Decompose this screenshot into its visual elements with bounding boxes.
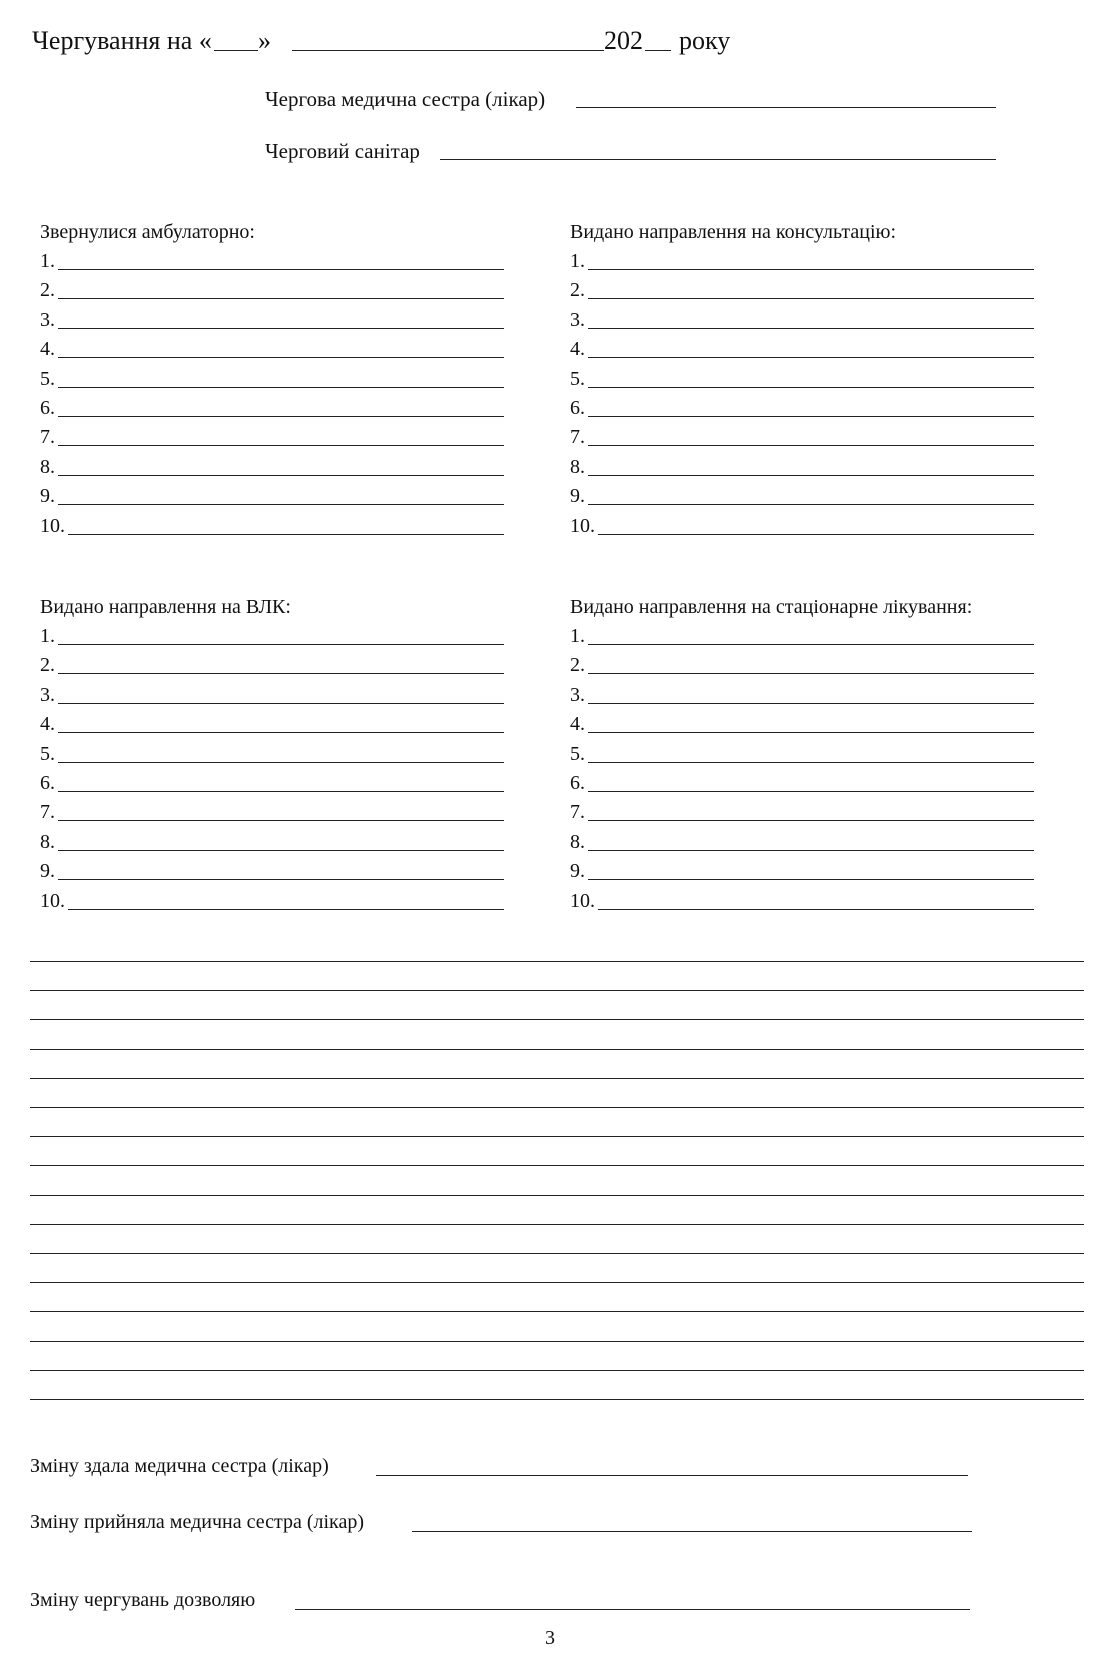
section-row-number: 5.: [40, 367, 55, 390]
section-row-blank[interactable]: [588, 416, 1034, 417]
section-row-blank[interactable]: [588, 762, 1034, 763]
section-row-number: 2.: [570, 654, 585, 677]
section-title: Видано направлення на ВЛК:: [40, 596, 291, 618]
year-suffix: року: [679, 26, 731, 55]
notes-line[interactable]: [30, 1049, 1084, 1050]
section-row-blank[interactable]: [58, 879, 504, 880]
section-row-number: 10.: [40, 889, 65, 912]
section-row-blank[interactable]: [588, 445, 1034, 446]
month-blank[interactable]: [292, 50, 604, 51]
accepted-blank[interactable]: [412, 1531, 972, 1532]
notes-line[interactable]: [30, 1165, 1084, 1166]
section-row-blank[interactable]: [58, 445, 504, 446]
section-row-number: 6.: [40, 772, 55, 794]
section-row-number: 1.: [40, 250, 55, 272]
section-row-blank[interactable]: [58, 762, 504, 763]
section-row-blank[interactable]: [58, 357, 504, 358]
orderly-label: Черговий санітар: [265, 139, 420, 163]
section-row-blank[interactable]: [588, 703, 1034, 704]
section-row-blank[interactable]: [598, 909, 1034, 910]
section-row-blank[interactable]: [588, 673, 1034, 674]
section-row-blank[interactable]: [598, 534, 1034, 535]
section-row-blank[interactable]: [588, 357, 1034, 358]
section-row-number: 3.: [40, 683, 55, 706]
section-row-number: 4.: [40, 713, 55, 736]
section-row-blank[interactable]: [58, 475, 504, 476]
page-number: 3: [545, 1627, 555, 1649]
section-row-number: 1.: [570, 625, 585, 647]
section-row-blank[interactable]: [68, 909, 504, 910]
section-row-number: 6.: [40, 397, 55, 419]
section-row-blank[interactable]: [58, 387, 504, 388]
notes-line[interactable]: [30, 1195, 1084, 1196]
section-row-number: 3.: [570, 683, 585, 706]
section-row-blank[interactable]: [588, 820, 1034, 821]
section-row-number: 6.: [570, 397, 585, 419]
notes-line[interactable]: [30, 1282, 1084, 1283]
section-row-number: 7.: [40, 801, 55, 824]
handed-over-label: Зміну здала медична сестра (лікар): [30, 1455, 329, 1477]
notes-line[interactable]: [30, 1341, 1084, 1342]
permit-blank[interactable]: [295, 1609, 970, 1610]
section-row-number: 4.: [570, 338, 585, 361]
section-row-number: 3.: [570, 308, 585, 331]
notes-line[interactable]: [30, 1370, 1084, 1371]
section-row-blank[interactable]: [58, 820, 504, 821]
section-row-blank[interactable]: [58, 703, 504, 704]
notes-line[interactable]: [30, 961, 1084, 962]
year-blank[interactable]: [645, 50, 671, 51]
section-title: Звернулися амбулаторно:: [40, 221, 255, 243]
section-row-blank[interactable]: [58, 328, 504, 329]
notes-line[interactable]: [30, 1311, 1084, 1312]
section-row-number: 2.: [40, 654, 55, 677]
section-title: Видано направлення на консультацію:: [570, 221, 897, 243]
section-row-number: 1.: [40, 625, 55, 647]
nurse-label: Чергова медична сестра (лікар): [265, 87, 546, 111]
section-row-number: 9.: [570, 860, 585, 883]
section-row-blank[interactable]: [588, 475, 1034, 476]
section-row-blank[interactable]: [588, 269, 1034, 270]
section-row-number: 10.: [570, 514, 595, 537]
notes-line[interactable]: [30, 1019, 1084, 1020]
section-row-number: 8.: [570, 455, 585, 478]
notes-line[interactable]: [30, 990, 1084, 991]
section-row-number: 1.: [570, 250, 585, 272]
section-row-number: 9.: [40, 860, 55, 883]
accepted-label: Зміну прийняла медична сестра (лікар): [30, 1511, 364, 1533]
orderly-name-blank[interactable]: [440, 159, 996, 160]
section-row-number: 4.: [40, 338, 55, 361]
section-row-number: 8.: [570, 830, 585, 853]
section-row-number: 5.: [40, 742, 55, 765]
duty-date-label: [32, 28, 212, 54]
section-row-number: 7.: [570, 801, 585, 824]
section-row-blank[interactable]: [58, 850, 504, 851]
duty-quote-close: »: [258, 26, 271, 55]
section-row-blank[interactable]: [58, 644, 504, 645]
section-row-blank[interactable]: [588, 644, 1034, 645]
section-row-blank[interactable]: [588, 850, 1034, 851]
section-row-blank[interactable]: [588, 879, 1034, 880]
notes-line[interactable]: [30, 1399, 1084, 1400]
section-row-blank[interactable]: [58, 298, 504, 299]
permit-label: Зміну чергувань дозволяю: [30, 1589, 256, 1611]
section-row-number: 5.: [570, 742, 585, 765]
section-row-blank[interactable]: [588, 504, 1034, 505]
section-row-blank[interactable]: [68, 534, 504, 535]
section-row-number: 8.: [40, 830, 55, 853]
section-title: Видано направлення на стаціонарне лікування:: [570, 596, 973, 618]
year-prefix: 202: [604, 26, 643, 55]
notes-line[interactable]: [30, 1136, 1084, 1137]
section-row-number: 9.: [570, 485, 585, 508]
section-row-number: 2.: [570, 279, 585, 302]
section-row-number: 5.: [570, 367, 585, 390]
notes-line[interactable]: [30, 1107, 1084, 1108]
section-row-blank[interactable]: [588, 298, 1034, 299]
section-row-number: 3.: [40, 308, 55, 331]
section-row-blank[interactable]: [588, 791, 1034, 792]
section-row-blank[interactable]: [58, 673, 504, 674]
section-row-number: 2.: [40, 279, 55, 302]
section-row-blank[interactable]: [58, 732, 504, 733]
section-row-number: 4.: [570, 713, 585, 736]
section-row-blank[interactable]: [58, 504, 504, 505]
section-row-number: 10.: [570, 889, 595, 912]
section-row-blank[interactable]: [588, 387, 1034, 388]
section-row-number: 7.: [570, 426, 585, 449]
section-row-number: 10.: [40, 514, 65, 537]
section-row-number: 9.: [40, 485, 55, 508]
section-row-number: 6.: [570, 772, 585, 794]
notes-line[interactable]: [30, 1078, 1084, 1079]
section-row-blank[interactable]: [58, 791, 504, 792]
day-blank[interactable]: [214, 50, 258, 51]
section-row-blank[interactable]: [58, 416, 504, 417]
nurse-name-blank[interactable]: [576, 107, 996, 108]
section-row-blank[interactable]: [588, 328, 1034, 329]
section-row-number: 7.: [40, 426, 55, 449]
notes-line[interactable]: [30, 1253, 1084, 1254]
section-row-blank[interactable]: [58, 269, 504, 270]
section-row-number: 8.: [40, 455, 55, 478]
notes-line[interactable]: [30, 1224, 1084, 1225]
duty-prefix: Чергування на «: [32, 26, 212, 55]
handed-over-blank[interactable]: [376, 1475, 968, 1476]
section-row-blank[interactable]: [588, 732, 1034, 733]
